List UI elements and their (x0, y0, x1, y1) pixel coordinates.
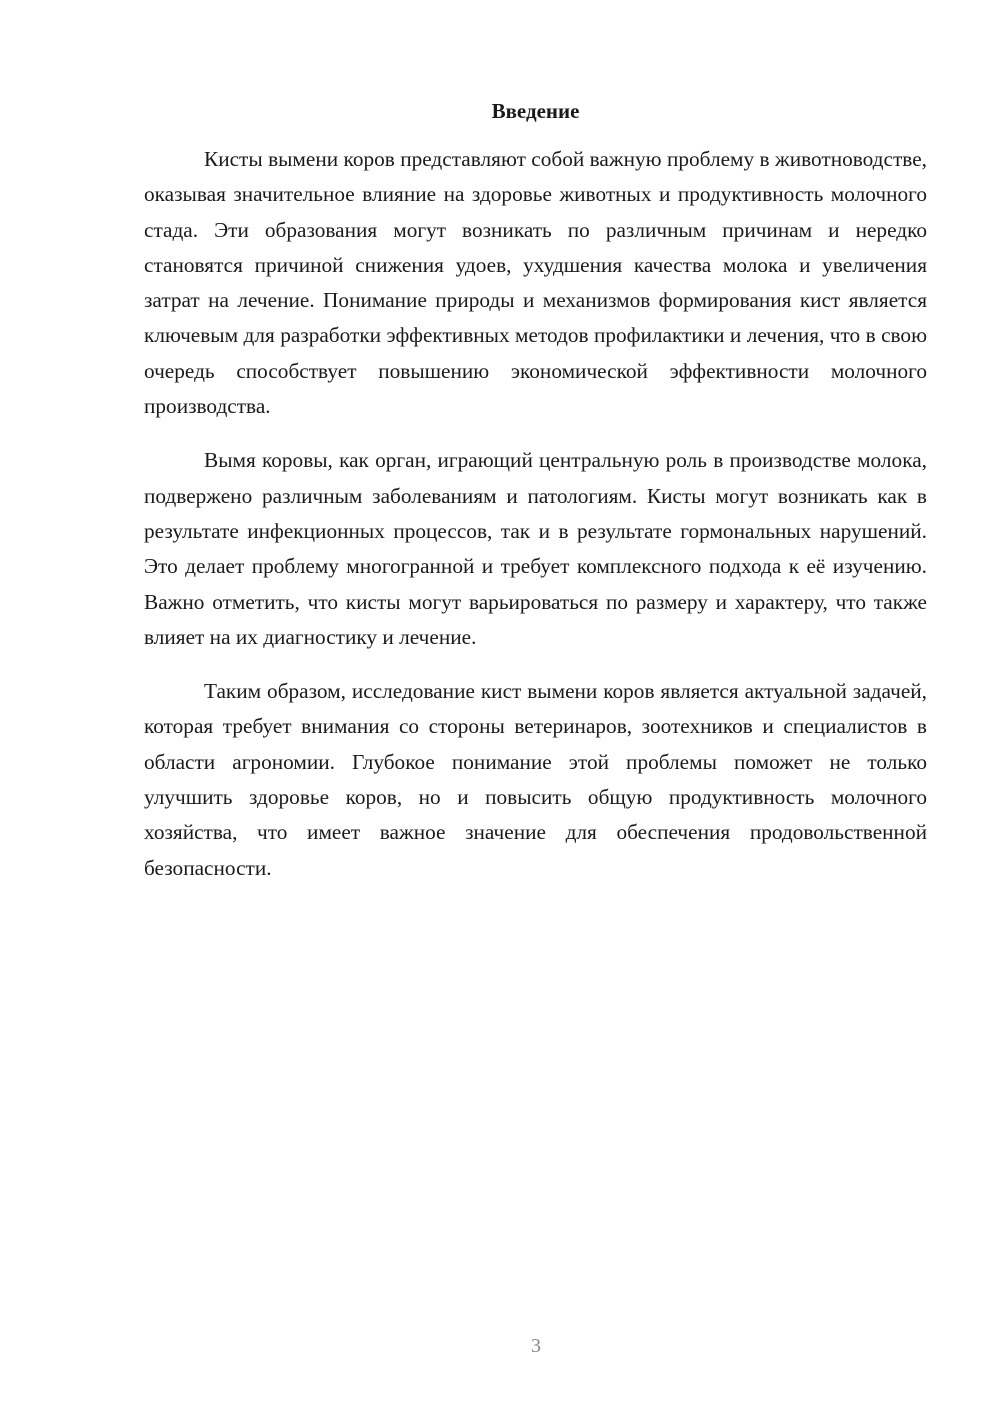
section-heading: Введение (491, 99, 580, 123)
paragraph-3: Таким образом, исследование кист вымени коров является актуальной задачей, которая требует внимания со стороны ветеринаров, зоотехников и специалистов в области агрономии. Глубокое понимание этой проблемы поможет не только улучшить здоровье коров, но и повысить общую продуктивность молочного хозяйства, что имеет важное значение для обеспечения продовольственной безопасности. (144, 679, 927, 880)
paragraph-1: Кисты вымени коров представляют собой важную проблему в животноводстве, оказывая значительное влияние на здоровье животных и продуктивность молочного стада. Эти образования могут возникать по различным причинам и нередко становятся причиной снижения удоев, ухудшения качества молока и увеличения затрат на лечение. Понимание природы и механизмов формирования кист является ключевым для разработки эффективных методов профилактики и лечения, что в свою очередь способствует повышению экономической эффективности молочного производства. (144, 147, 927, 419)
paragraph-2: Вымя коровы, как орган, играющий центральную роль в производстве молока, подвержено различным заболеваниям и патологиям. Кисты могут возникать как в результате инфекционных процессов, так и в результате гормональных нарушений. Это делает проблему многогранной и требует комплексного подхода к её изучению. Важно отметить, что кисты могут варьироваться по размеру и характеру, что также влияет на их диагностику и лечение. (144, 448, 927, 649)
page-number: 3 (531, 1335, 541, 1357)
body-text (144, 142, 927, 905)
